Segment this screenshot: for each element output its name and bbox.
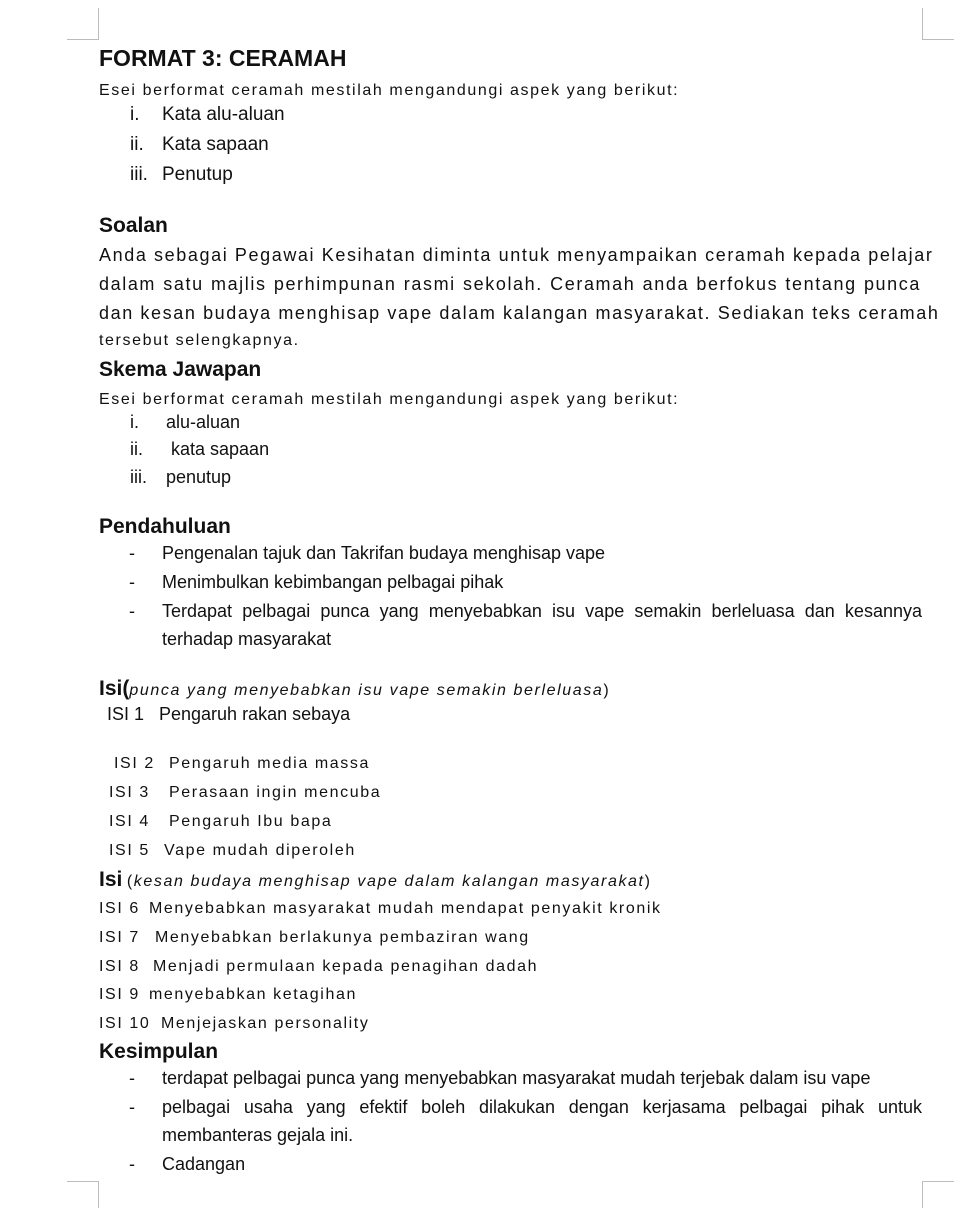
intro-item-text: Kata sapaan	[162, 134, 269, 155]
soalan-heading: Soalan	[99, 214, 168, 237]
isi-text: Perasaan ingin mencuba	[169, 784, 382, 801]
kesimpulan-bullet: membanteras gejala ini.	[162, 1125, 354, 1145]
isi-text: menyebabkan ketagihan	[149, 986, 357, 1003]
isi-label: ISI 9	[99, 986, 140, 1003]
skema-item-number: i.	[130, 412, 139, 432]
intro-item-number: i.	[130, 104, 140, 125]
isi-label: ISI 7	[99, 929, 140, 946]
soalan-line: tersebut selengkapnya.	[99, 332, 300, 349]
intro-item-text: Penutup	[162, 164, 233, 185]
skema-heading: Skema Jawapan	[99, 358, 262, 381]
isi-label: ISI 2	[114, 755, 155, 772]
isi-text: Menyebabkan masyarakat mudah mendapat penyakit kronik	[149, 900, 662, 917]
kesimpulan-heading: Kesimpulan	[99, 1040, 219, 1063]
intro-item-number: ii.	[130, 134, 144, 155]
crop-mark-bottom-right	[922, 1181, 923, 1208]
isi-punca-description: punca yang menyebabkan isu vape semakin berleluasa	[129, 682, 604, 699]
crop-mark-bottom-left	[67, 1181, 99, 1182]
skema-item-text: alu-aluan	[166, 412, 241, 432]
page-title: FORMAT 3: CERAMAH	[99, 45, 347, 71]
isi-text: Pengaruh Ibu bapa	[169, 813, 333, 830]
isi-text: Pengaruh rakan sebaya	[159, 704, 351, 724]
skema-item-text: kata sapaan	[171, 439, 270, 459]
skema-item-number: iii.	[130, 467, 147, 487]
isi-kesan-description: kesan budaya menghisap vape dalam kalangan masyarakat	[133, 873, 645, 890]
isi-label: ISI 6	[99, 900, 140, 917]
isi-punca-heading-row	[99, 677, 610, 701]
crop-mark-top-left	[98, 8, 99, 40]
kesimpulan-bullet: terdapat pelbagai punca yang menyebabkan masyarakat mudah terjebak dalam isu vape	[162, 1068, 871, 1088]
pendahuluan-bullet: Terdapat pelbagai punca yang menyebabkan isu vape semakin berleluasa dan kesannya	[162, 601, 922, 621]
isi-open-paren: (	[122, 677, 130, 700]
skema-item-number: ii.	[130, 439, 143, 459]
intro-item-text: Kata alu-aluan	[162, 104, 285, 125]
kesimpulan-bullet: pelbagai usaha yang efektif boleh dilakukan dengan kerjasama pelbagai pihak untuk	[162, 1097, 922, 1117]
isi-heading: Isi	[99, 868, 123, 891]
pendahuluan-bullet: Pengenalan tajuk dan Takrifan budaya menghisap vape	[162, 543, 605, 563]
bullet-dash: -	[129, 543, 135, 563]
isi-close-paren: )	[603, 682, 611, 699]
pendahuluan-heading: Pendahuluan	[99, 515, 231, 538]
isi-label: ISI 10	[99, 1015, 151, 1032]
crop-mark-bottom-right	[922, 1181, 954, 1182]
isi-label: ISI 1	[107, 704, 145, 724]
bullet-dash: -	[129, 1154, 135, 1174]
intro-item-number: iii.	[130, 164, 148, 185]
soalan-line: Anda sebagai Pegawai Kesihatan diminta untuk menyampaikan ceramah kepada pelajar	[99, 245, 934, 265]
kesimpulan-bullet: Cadangan	[162, 1154, 246, 1174]
pendahuluan-bullet: Menimbulkan kebimbangan pelbagai pihak	[162, 572, 504, 592]
isi-text: Vape mudah diperoleh	[164, 842, 356, 859]
crop-mark-top-left	[67, 39, 99, 40]
bullet-dash: -	[129, 601, 135, 621]
soalan-line: dan kesan budaya menghisap vape dalam kalangan masyarakat. Sediakan teks ceramah	[99, 303, 940, 323]
crop-mark-top-right	[922, 39, 954, 40]
isi-open-paren: (	[126, 873, 134, 890]
isi-close-paren: )	[644, 873, 652, 890]
isi-label: ISI 5	[109, 842, 150, 859]
bullet-dash: -	[129, 1097, 135, 1117]
crop-mark-top-right	[922, 8, 923, 40]
isi-text: Menjadi permulaan kepada penagihan dadah	[153, 958, 539, 975]
isi-label: ISI 8	[99, 958, 140, 975]
isi-kesan-heading-row	[99, 868, 652, 892]
skema-intro: Esei berformat ceramah mestilah mengandungi aspek yang berikut:	[99, 391, 680, 408]
intro-text: Esei berformat ceramah mestilah mengandungi aspek yang berikut:	[99, 82, 680, 99]
isi-text: Pengaruh media massa	[169, 755, 370, 772]
bullet-dash: -	[129, 1068, 135, 1088]
isi-text: Menjejaskan personality	[161, 1015, 370, 1032]
isi-heading: Isi	[99, 677, 123, 700]
isi-text: Menyebabkan berlakunya pembaziran wang	[155, 929, 530, 946]
isi-label: ISI 3	[109, 784, 150, 801]
bullet-dash: -	[129, 572, 135, 592]
crop-mark-bottom-left	[98, 1181, 99, 1208]
skema-item-text: penutup	[166, 467, 232, 487]
soalan-line: dalam satu majlis perhimpunan rasmi sekolah. Ceramah anda berfokus tentang punca	[99, 274, 921, 294]
pendahuluan-bullet: terhadap masyarakat	[162, 629, 332, 649]
isi-label: ISI 4	[109, 813, 150, 830]
